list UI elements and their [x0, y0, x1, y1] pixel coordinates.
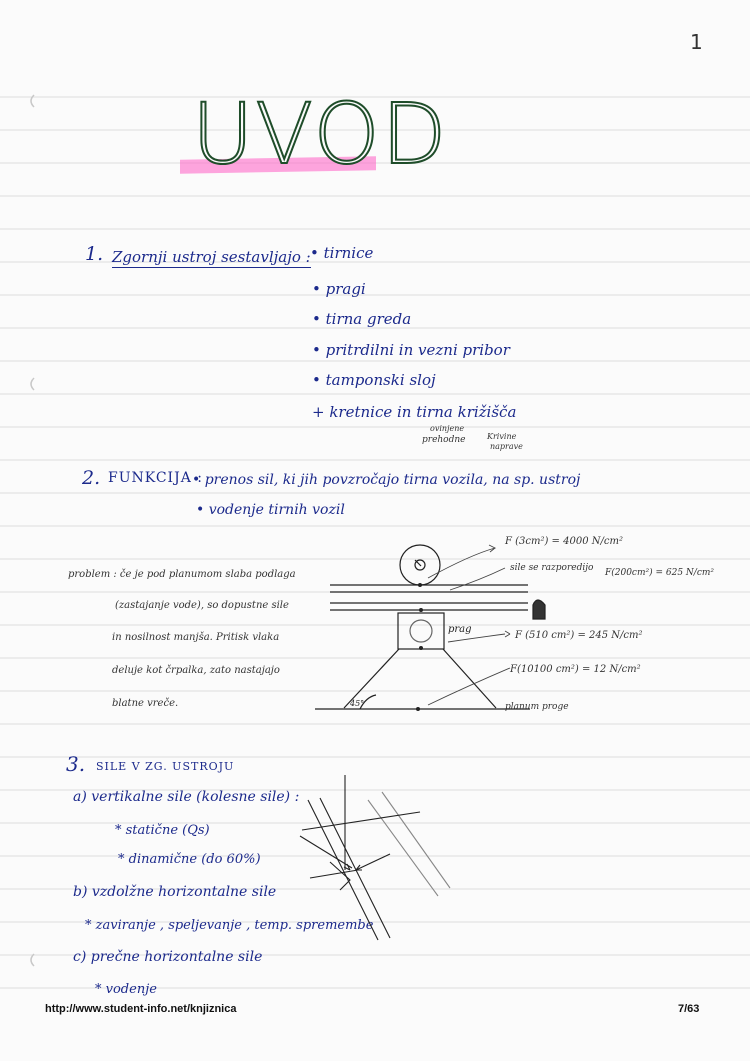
b-label: b) vzdolžne horizontalne sile	[73, 884, 277, 900]
side-note: naprave	[490, 442, 523, 451]
footer-page-count: 7/63	[678, 1003, 700, 1015]
planum-label: planum proge	[505, 702, 569, 712]
force-label-1: F (3cm²) = 4000 N/cm²	[505, 536, 623, 547]
list-item: * zaviranje , speljevanje , temp. spremembe	[85, 918, 374, 933]
rail-forces-sketch	[290, 770, 470, 950]
list-item: + kretnice in tirna križišča	[312, 403, 517, 421]
label-angle: 45°	[350, 699, 365, 708]
list-item: • pragi	[312, 280, 366, 298]
note-line: problem : če je pod planumom slaba podlaga	[68, 569, 296, 580]
page-title: UVOD	[192, 85, 449, 183]
track-diagram	[300, 530, 720, 720]
side-note: prehodne	[422, 435, 466, 445]
note-line: (zastajanje vode), so dopustne sile	[115, 600, 289, 611]
c-label: c) prečne horizontalne sile	[73, 949, 263, 965]
page-number: 1	[690, 30, 703, 54]
force-label-2: F(200cm²) = 625 N/cm²	[605, 568, 715, 578]
a-label: a) vertikalne sile (kolesne sile) :	[73, 789, 300, 805]
list-item: • tirnice	[310, 244, 374, 262]
label-prag: prag	[448, 624, 472, 635]
note-line: in nosilnost manjša. Pritisk vlaka	[112, 632, 280, 643]
list-item: • tamponski sloj	[312, 371, 436, 389]
section3-number: 3.	[66, 752, 86, 776]
side-note: Krivine	[487, 432, 517, 441]
note-line: deluje kot črpalka, zato nastajajo	[112, 665, 280, 676]
note-line: blatne vreče.	[112, 698, 179, 709]
list-item: * vodenje	[95, 982, 157, 997]
sleeper	[398, 613, 444, 649]
list-item: • pritrdilni in vezni pribor	[312, 341, 510, 359]
list-item: • prenos sil, ki jih povzročajo tirna vozila, na sp. ustroj	[192, 472, 581, 488]
list-item: • tirna greda	[312, 310, 412, 328]
footer-url: http://www.student-info.net/knjiznica	[45, 1003, 237, 1015]
force-label-3: F (510 cm²) = 245 N/cm²	[515, 630, 643, 641]
force-label-4: F(10100 cm²) = 12 N/cm²	[510, 664, 641, 675]
list-item: * statične (Qs)	[115, 823, 210, 838]
section3-heading: SILE V ZG. USTROJU	[96, 760, 235, 773]
section2-number: 2.	[82, 467, 101, 489]
force-note: sile se razporedijo	[510, 563, 594, 573]
list-item: • vodenje tirnih vozil	[196, 502, 345, 518]
section1-heading: Zgornji ustroj sestavljajo :	[112, 248, 311, 266]
section2-heading: FUNKCIJA :	[108, 470, 203, 486]
section1-number: 1.	[85, 243, 104, 265]
side-note: ovinjene	[430, 424, 465, 433]
list-item: * dinamične (do 60%)	[118, 852, 261, 867]
